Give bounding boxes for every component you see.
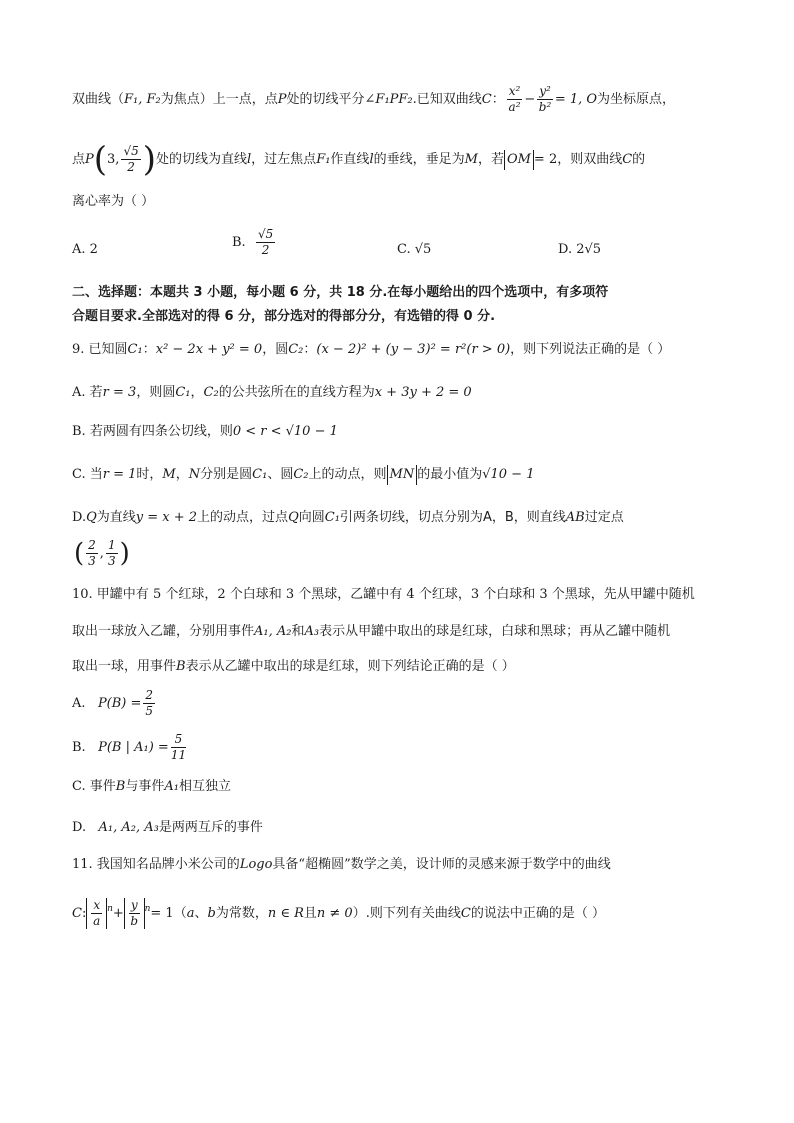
q10-option-b: B. P(B | A₁) = $\frac{5}{11}$	[72, 732, 187, 762]
q8-option-b: B. $\frac{√5}{2}$	[232, 227, 274, 257]
q10-option-a: A. P(B) = $\frac{2}{5}$	[72, 688, 154, 718]
q10-option-c: C. 事件B与事件A₁相互独立	[72, 779, 231, 794]
q9-stem: 9. 已知圆C₁：x² − 2x + y² = 0，圆C₂：(x − 2)² + (y − 3)² = r²(r > 0)，则下列说法正确的是（ ）	[72, 342, 671, 357]
q11-line-2: C: $\frac{x}{a}$ $^n$+ $\frac{y}{b}$ $^n$= 1（a、b为常数，n ∈ R且n ≠ 0）.则下列有关曲线C的说法中正确的是（ ）	[72, 898, 605, 928]
q10-line-1: 10. 甲罐中有 5 个红球，2 个白球和 3 个黑球，乙罐中有 4 个红球，3 个白球和 3 个黑球，先从甲罐中随机	[72, 587, 695, 602]
q8-option-d: D. 2√5	[558, 242, 602, 257]
hyperbola-y-term: $\frac{\text{y²}}{\text{b²}}$	[538, 84, 552, 114]
q8-option-c: C. √5	[397, 242, 432, 257]
q10-line-2: 取出一球放入乙罐，分别用事件A₁, A₂和A₃表示从甲罐中取出的球是红球，白球和黑球；再从乙罐中随机	[72, 624, 671, 639]
q9-option-a: A. 若r = 3，则圆C₁，C₂的公共弦所在的直线方程为x + 3y + 2 = 0	[72, 385, 472, 400]
q9-option-d: D.Q为直线y = x + 2上的动点，过点Q向圆C₁引两条切线，切点分别为A，B，则直线AB过定点	[72, 510, 624, 525]
q9-option-c: C. 当r = 1时，M，N分别是圆C₁、圆C₂上的动点，则 MN 的最小值为√10 − 1	[72, 465, 734, 485]
section-2-heading-line-1: 二、选择题：本题共 3 小题，每小题 6 分，共 18 分.在每小题给出的四个选项中，有多项符	[72, 285, 609, 300]
q10-option-d: D. A₁, A₂, A₃是两两互斥的事件	[72, 820, 263, 835]
q8-line-2: 点P(3, $\frac{√5}{2}$ )处的切线为直线l，过左焦点F₁作直线l的垂线，垂足为M，若 OM = 2，则双曲线C的	[72, 139, 646, 180]
section-2-heading-line-2: 合题目要求.全部选对的得 6 分，部分选对的得部分分，有选错的得 0 分.	[72, 309, 496, 324]
q10-line-3: 取出一球，用事件B表示从乙罐中取出的球是红球，则下列结论正确的是（ ）	[72, 659, 515, 674]
q9-option-b: B. 若两圆有四条公切线，则0 < r < √10 − 1	[72, 424, 338, 439]
q8-line-3: 离心率为（ ）	[72, 194, 155, 209]
q9-option-d-point: ( $\frac{2}{3}$ , $\frac{1}{3}$ )	[74, 538, 130, 569]
q8-option-a: A. 2	[72, 242, 98, 257]
q8-line-1: 双曲线（F₁, F₂为焦点）上一点，点P处的切线平分∠F₁PF₂.已知双曲线C： $\frac{\text{x²}}{\text{a²}}$ − $\frac{\text{y²}}{\text{b²}}$ = 1, O为坐标原点，	[72, 84, 676, 114]
q11-line-1: 11. 我国知名品牌小米公司的Logo具备“超椭圆”数学之美，设计师的灵感来源于数学中的曲线	[72, 857, 611, 872]
point-p-fraction: $\frac{√5}{2}$	[123, 144, 139, 174]
hyperbola-x-term: $\frac{\text{x²}}{\text{a²}}$	[508, 84, 521, 114]
